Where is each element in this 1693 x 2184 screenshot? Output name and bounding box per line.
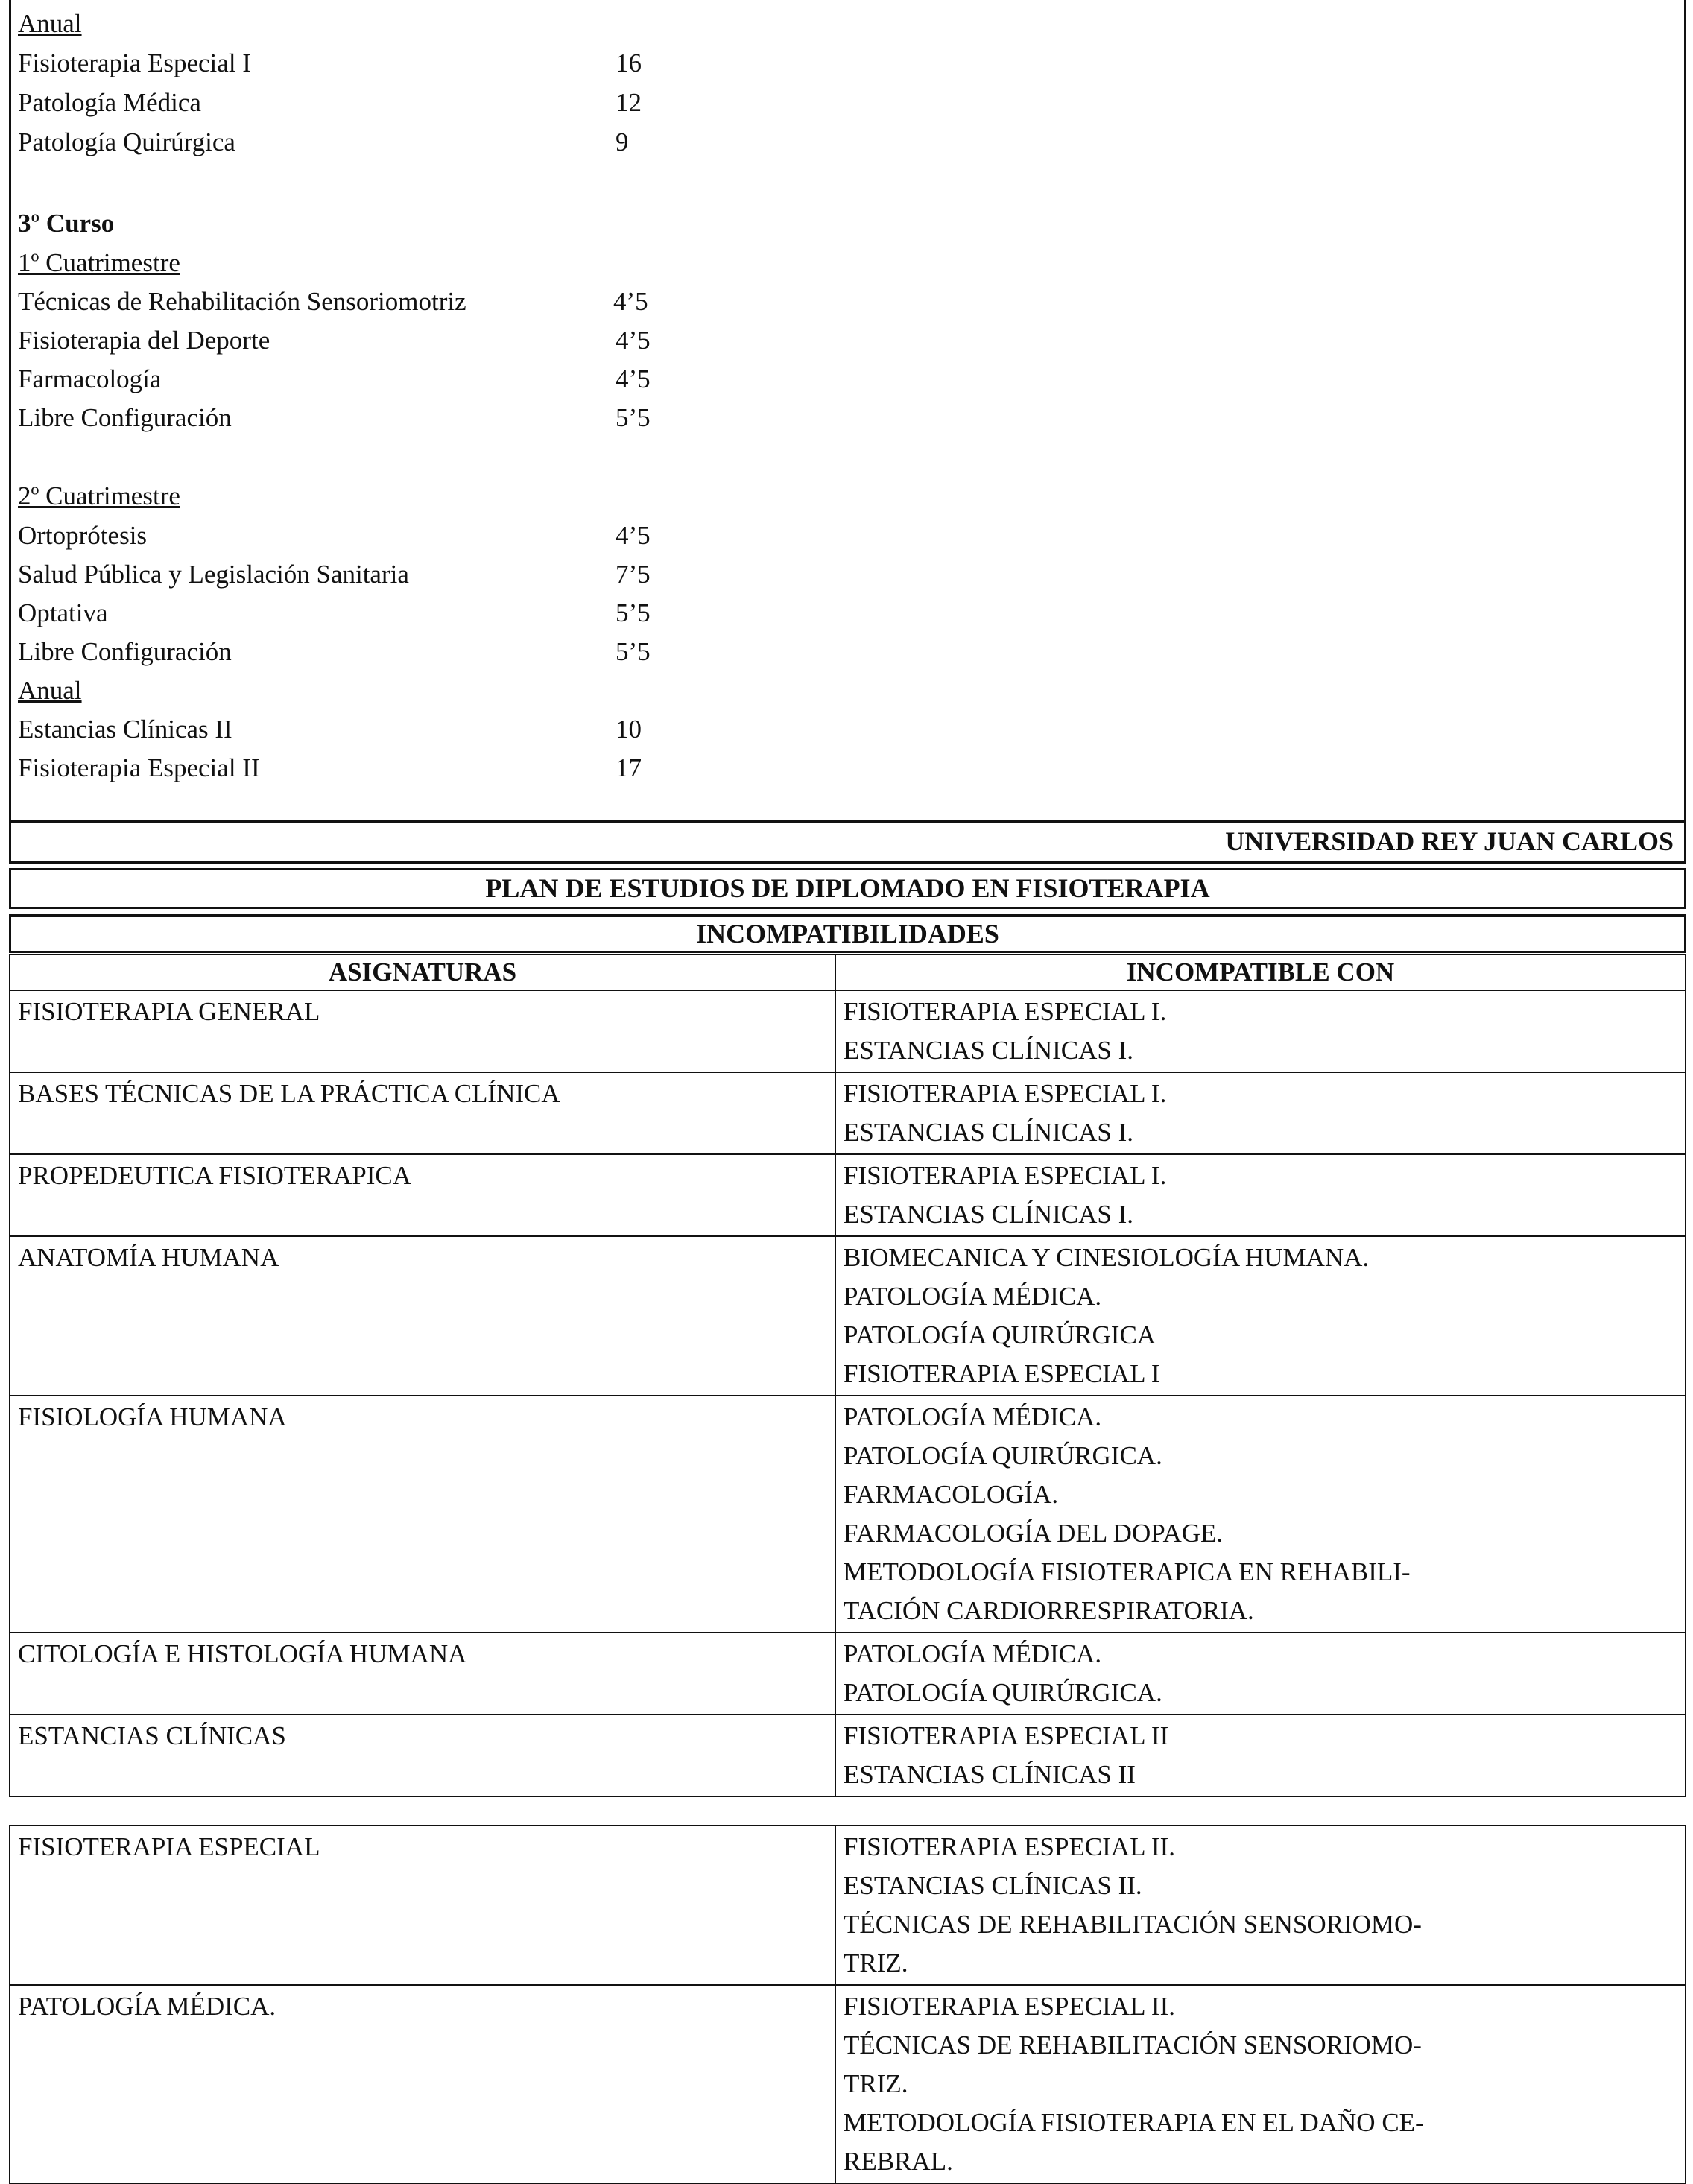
subject-cell: BASES TÉCNICAS DE LA PRÁCTICA CLÍNICA [10,1072,835,1154]
course-name: Fisioterapia Especial II [18,753,260,782]
subject-cell: PATOLOGÍA MÉDICA. [10,1985,835,2183]
course-name: Técnicas de Rehabilitación Sensoriomotriz [18,287,466,316]
incompatible-cell [835,1985,1686,2183]
course-credits: 4’5 [616,521,651,550]
table-row [10,1633,1686,1715]
incompatible-item: ESTANCIAS CLÍNICAS II [844,1760,1136,1789]
table-header-row [10,955,1686,990]
incompatible-cell [835,1072,1686,1154]
table-row [10,1715,1686,1797]
subject-cell: FISIOTERAPIA GENERAL [10,990,835,1072]
incompatible-item: FISIOTERAPIA ESPECIAL I [844,1359,1160,1388]
incompatible-item: PATOLOGÍA MÉDICA. [844,1639,1102,1668]
incompatible-item: PATOLOGÍA MÉDICA. [844,1282,1102,1311]
course-credits: 4’5 [613,287,648,316]
course-name: Optativa [18,598,108,627]
incompatible-item: ESTANCIAS CLÍNICAS II. [844,1871,1142,1900]
incompatible-item: PATOLOGÍA QUIRÚRGICA [844,1320,1156,1349]
course-credits: 12 [616,88,642,117]
incompatible-item: FISIOTERAPIA ESPECIAL I. [844,1079,1167,1108]
annual-heading: Anual [18,676,82,705]
course-name: Salud Pública y Legislación Sanitaria [18,560,409,589]
course-name: Fisioterapia Especial I [18,48,251,77]
incompatible-item: BIOMECANICA Y CINESIOLOGÍA HUMANA. [844,1243,1370,1272]
table-row [10,1154,1686,1236]
table-row [10,1396,1686,1633]
annual-heading: Anual [18,9,82,38]
incompatible-item: FISIOTERAPIA ESPECIAL II. [844,1832,1175,1861]
course-credits: 10 [616,715,642,744]
incompatible-item: TRIZ. [844,1949,908,1978]
incompatible-item: METODOLOGÍA FISIOTERAPICA EN REHABILI- [844,1557,1411,1586]
incompatible-cell [835,1396,1686,1633]
subject-cell: ESTANCIAS CLÍNICAS [10,1715,835,1797]
course-name: Libre Configuración [18,637,232,666]
course-credits: 5’5 [616,598,651,627]
incompatible-item: ESTANCIAS CLÍNICAS I. [844,1036,1134,1065]
year-title: 3º Curso [18,209,115,238]
incompatible-cell [835,1236,1686,1396]
incompatibilities-table-continued [9,1825,1686,2184]
course-name: Ortoprótesis [18,521,148,550]
incompatible-cell [835,990,1686,1072]
table-row [10,1985,1686,2183]
incompatible-item: FISIOTERAPIA ESPECIAL I. [844,1161,1167,1190]
term-heading: 2º Cuatrimestre [18,481,180,510]
incompatible-item: TACIÓN CARDIORRESPIRATORIA. [844,1596,1254,1625]
subject-cell: FISIOTERAPIA ESPECIAL [10,1826,835,1985]
incompatible-item: ESTANCIAS CLÍNICAS I. [844,1200,1134,1229]
university-header: UNIVERSIDAD REY JUAN CARLOS [9,820,1686,864]
incompatible-item: PATOLOGÍA QUIRÚRGICA. [844,1678,1162,1707]
course-list [9,0,1686,820]
incompatible-item: TÉCNICAS DE REHABILITACIÓN SENSORIOMO- [844,1910,1422,1939]
course-credits: 9 [616,127,629,156]
course-credits: 16 [616,48,642,77]
incompatible-item: FISIOTERAPIA ESPECIAL II. [844,1992,1175,2021]
incompatible-cell [835,1154,1686,1236]
incompatible-item: TRIZ. [844,2069,908,2098]
course-credits: 5’5 [616,403,651,432]
incompatible-item: TÉCNICAS DE REHABILITACIÓN SENSORIOMO- [844,2031,1422,2060]
incompatible-cell [835,1715,1686,1797]
course-name: Libre Configuración [18,403,232,432]
incompatible-item: FISIOTERAPIA ESPECIAL II [844,1721,1169,1750]
course-name: Fisioterapia del Deporte [18,326,270,355]
incompatible-item: FARMACOLOGÍA DEL DOPAGE. [844,1519,1224,1548]
subject-cell: PROPEDEUTICA FISIOTERAPICA [10,1154,835,1236]
table-row [10,1236,1686,1396]
table-row [10,1072,1686,1154]
incompatible-item: METODOLOGÍA FISIOTERAPIA EN EL DAÑO CE- [844,2108,1424,2137]
term-heading: 1º Cuatrimestre [18,248,180,277]
incompatible-cell [835,1633,1686,1715]
course-name: Estancias Clínicas II [18,715,232,744]
incompatible-item: PATOLOGÍA MÉDICA. [844,1402,1102,1431]
incompatible-item: REBRAL. [844,2147,953,2176]
section-title: INCOMPATIBILIDADES [9,914,1686,953]
course-credits: 4’5 [616,326,651,355]
subject-cell: ANATOMÍA HUMANA [10,1236,835,1396]
incompatible-item: FISIOTERAPIA ESPECIAL I. [844,997,1167,1026]
table-row [10,990,1686,1072]
plan-title: PLAN DE ESTUDIOS DE DIPLOMADO EN FISIOTERAPIA [9,868,1686,909]
course-name: Patología Médica [18,88,201,117]
course-credits: 7’5 [616,560,651,589]
course-name: Patología Quirúrgica [18,127,235,156]
incompatible-item: FARMACOLOGÍA. [844,1480,1059,1509]
incompatible-item: ESTANCIAS CLÍNICAS I. [844,1118,1134,1147]
column-header-incompatible: INCOMPATIBLE CON [835,955,1686,990]
incompatible-item: PATOLOGÍA QUIRÚRGICA. [844,1441,1162,1470]
subject-cell: CITOLOGÍA E HISTOLOGÍA HUMANA [10,1633,835,1715]
incompatibilities-table [9,954,1686,1797]
course-credits: 4’5 [616,364,651,393]
course-credits: 5’5 [616,637,651,666]
table-row [10,1826,1686,1985]
subject-cell: FISIOLOGÍA HUMANA [10,1396,835,1633]
column-header-subjects: ASIGNATURAS [10,955,835,990]
course-name: Farmacología [18,364,162,393]
course-credits: 17 [616,753,642,782]
incompatible-cell [835,1826,1686,1985]
